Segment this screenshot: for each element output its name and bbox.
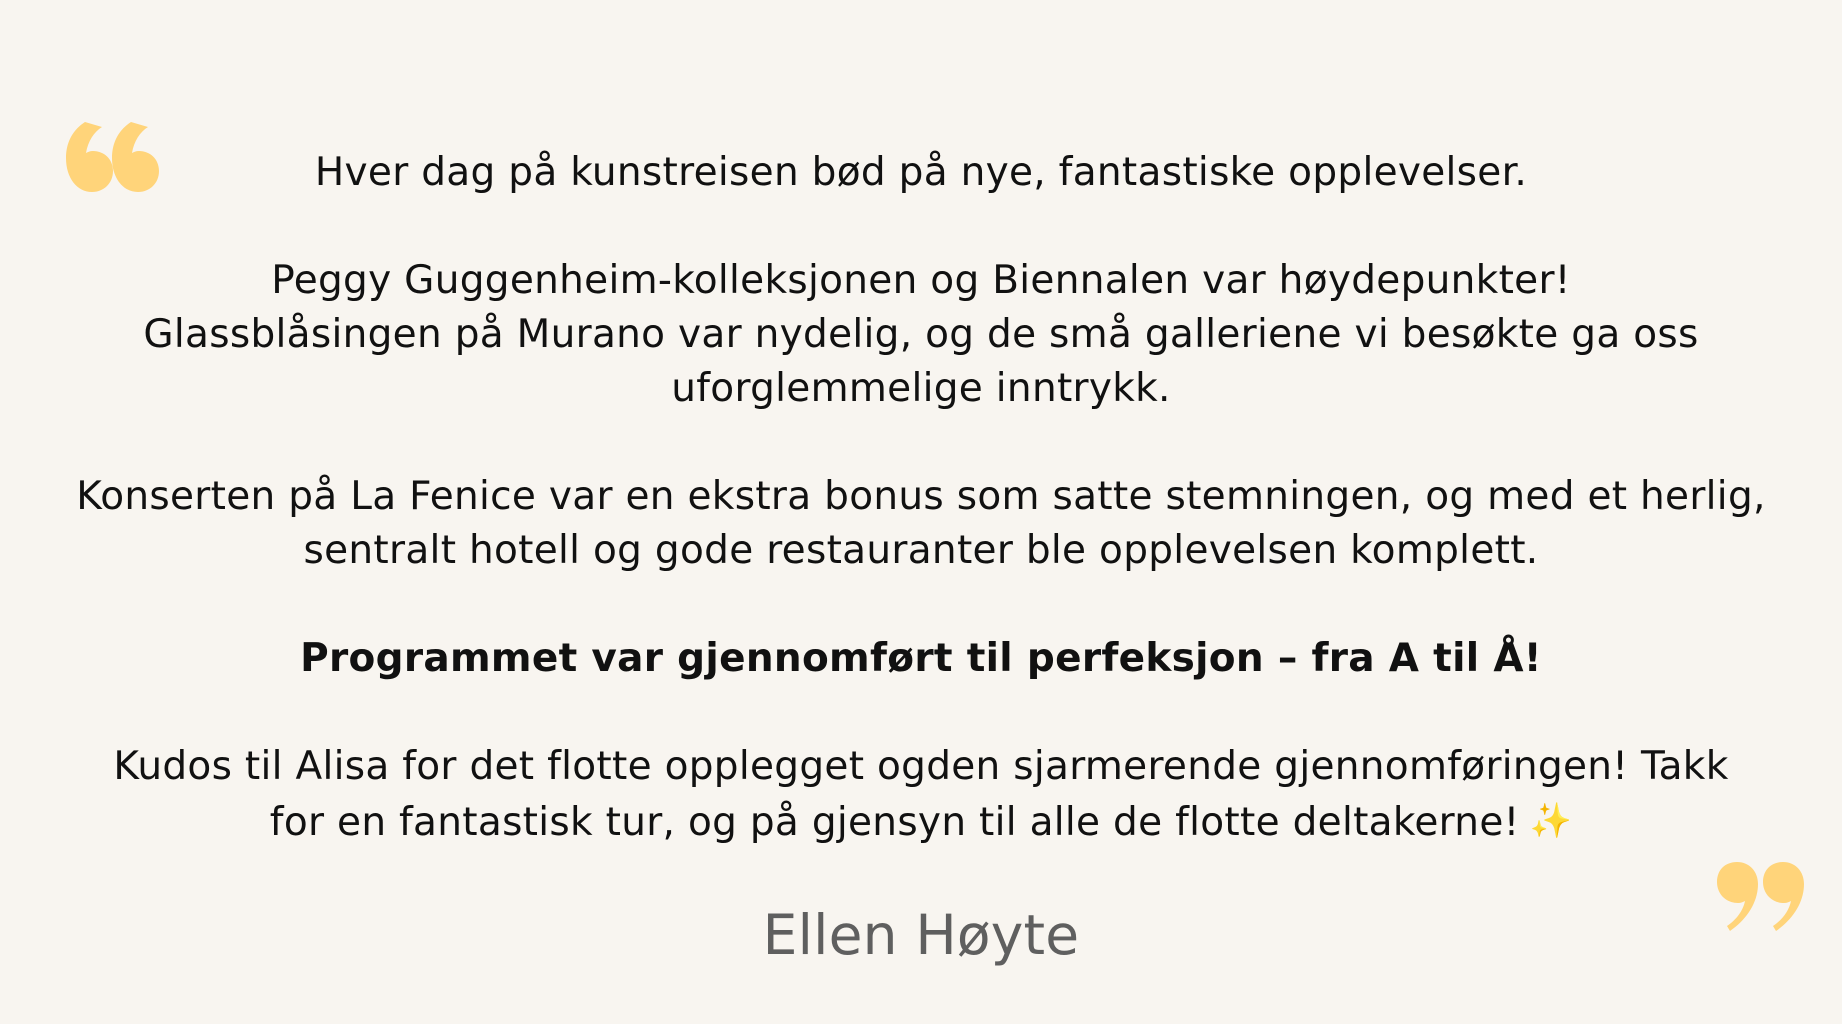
- testimonial-line-text: for en fantastisk tur, og på gjensyn til alle de flotte deltakerne!: [269, 800, 1520, 845]
- thanks-paragraph: [70, 740, 1772, 850]
- closing-quote-icon: [1708, 858, 1804, 934]
- testimonial-line: Kudos til Alisa for det flotte opplegget ogden sjarmerende gjennomføringen! Takk: [113, 744, 1729, 789]
- concert-hotel-paragraph: [70, 470, 1772, 578]
- testimonial-line: Hver dag på kunstreisen bød på nye, fantastiske opplevelser.: [314, 150, 1528, 195]
- testimonial-line: sentralt hotell og gode restauranter ble opplevelsen komplett.: [303, 528, 1539, 573]
- testimonial-line: Konserten på La Fenice var en ekstra bonus som satte stemningen, og med et herlig,: [76, 474, 1766, 519]
- emphasis-paragraph: [70, 632, 1772, 686]
- testimonial-line: Peggy Guggenheim-kolleksjonen og Biennalen var høydepunkter!: [271, 258, 1571, 303]
- testimonial-line: uforglemmelige inntrykk.: [671, 366, 1171, 411]
- testimonial-line-with-sparkle: [70, 794, 1772, 850]
- testimonial-line: Glassblåsingen på Murano var nydelig, og de små galleriene vi besøkte ga oss: [143, 312, 1699, 357]
- emphasis-line: Programmet var gjennomført til perfeksjon – fra A til Å!: [300, 636, 1542, 681]
- intro-paragraph: [70, 146, 1772, 200]
- highlights-paragraph: [70, 254, 1772, 416]
- author-name: Ellen Høyte: [762, 903, 1080, 967]
- sparkle-icon: ✨: [1529, 801, 1573, 841]
